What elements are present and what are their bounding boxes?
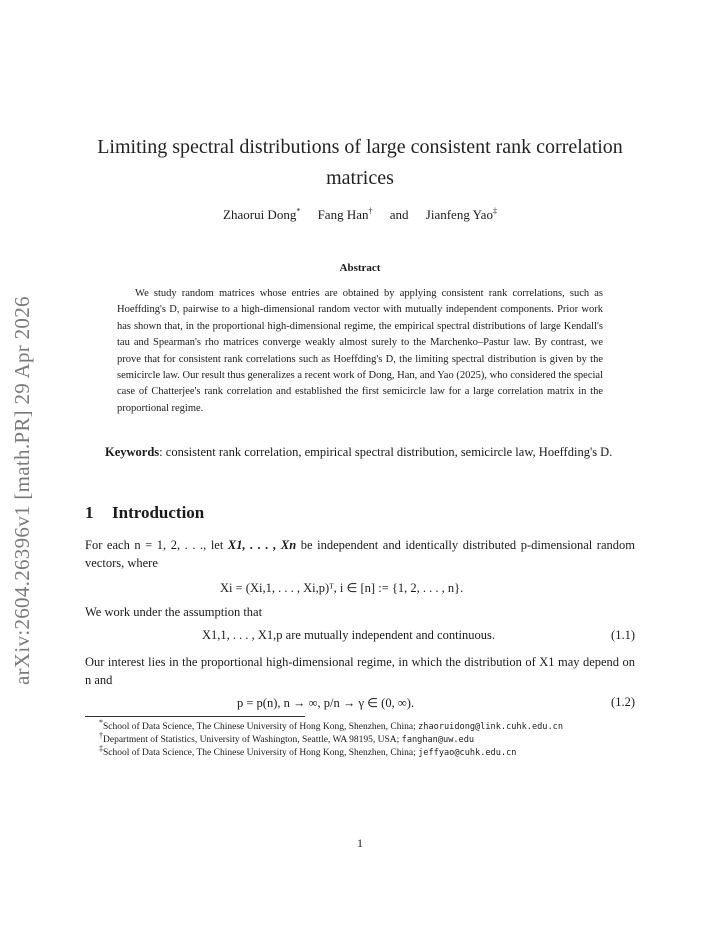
interest-paragraph: Our interest lies in the proportional high-dimensional regime, in which the distribution of X1 may depend on n and [85, 655, 635, 687]
section-title: Introduction [112, 503, 205, 522]
author-mark: ‡ [492, 206, 497, 216]
footnote-mark: ‡ [99, 743, 103, 753]
equation-tag: (1.1) [611, 628, 635, 642]
intro-text-a: For each n = 1, 2, . . ., let [85, 538, 228, 552]
footnote-text: School of Data Science, The Chinese University of Hong Kong, Shenzhen, China; [103, 722, 419, 732]
paper-title: Limiting spectral distributions of large consistent rank correlation matrices [97, 136, 623, 189]
section-heading [85, 503, 204, 523]
abstract-heading: Abstract [339, 262, 381, 274]
footnote-email[interactable]: zhaoruidong@link.cuhk.edu.cn [418, 722, 563, 732]
footnote [99, 743, 639, 759]
author-mark: † [368, 206, 373, 216]
footnote-rule [85, 716, 305, 717]
intro-text-b: be independent and identically distributed p-dimensional random vectors, where [85, 538, 635, 570]
equation-body: X1,1, . . . , X1,p are mutually independent and continuous. [202, 628, 495, 642]
author-list [80, 207, 640, 223]
footnote-mark: * [99, 717, 103, 727]
authors-joiner: and [389, 207, 409, 222]
keywords [85, 443, 635, 461]
page-number: 1 [357, 836, 363, 850]
equation-1-2 [85, 695, 635, 713]
footnote-text: School of Data Science, The Chinese University of Hong Kong, Shenzhen, China; [103, 748, 419, 758]
author-name: Jianfeng Yao [425, 207, 493, 222]
footnote-text: Department of Statistics, University of Washington, Seattle, WA 98195, USA; [103, 735, 402, 745]
section-number: 1 [85, 503, 94, 522]
footnote [99, 717, 639, 733]
equation-tag: (1.2) [611, 695, 635, 709]
footnote-email[interactable]: jeffyao@cuhk.edu.cn [418, 748, 517, 758]
equation-body: Xi = (Xi,1, . . . , Xi,p)ᵀ, i ∈ [n] := {1, 2, . . . , n}. [220, 581, 464, 595]
arxiv-stamp: arXiv:2604.26396v1 [math.PR] 29 Apr 2026 [10, 296, 34, 685]
abstract-text: We study random matrices whose entries are obtained by applying consistent rank correlations, such as Hoeffding's D, pairwise to a high-dimensional random vector with mutually independent components. Prior work has shown that, in the proportional high-dimensional regime, the empirical spectral distributions of large Kendall's tau and Spearman's rho matrices converge weakly almost surely to the Marchenko–Pastur law. By contrast, we prove that for consistent rank correlations such as Hoeffding's D, the limiting spectral distribution is given by the semicircle law. Our result thus generalizes a recent work of Dong, Han, and Yao (2025), who considered the special case of Chatterjee's rank correlation and established the first semicircle law for a large correlation matrix in the proportional regime. [117, 288, 603, 414]
footnote [99, 730, 639, 746]
keywords-label: Keywords [105, 445, 160, 459]
keywords-text: : consistent rank correlation, empirical spectral distribution, semicircle law, Hoeffding's D. [159, 445, 613, 459]
equation-1-1 [85, 628, 635, 646]
footnote-mark: † [99, 730, 103, 740]
intro-vectors: X1, . . . , Xn [227, 538, 297, 552]
author-name: Zhaorui Dong [223, 207, 297, 222]
author-mark: * [296, 206, 301, 216]
footnote-email[interactable]: fanghan@uw.edu [401, 735, 475, 745]
equation-body: p = p(n), n → ∞, p/n → γ ∈ (0, ∞). [237, 696, 415, 710]
author-name: Fang Han [317, 207, 369, 222]
intro-paragraph [85, 536, 635, 572]
equation-vector-def [85, 580, 635, 598]
assumption-intro: We work under the assumption that [85, 605, 263, 619]
